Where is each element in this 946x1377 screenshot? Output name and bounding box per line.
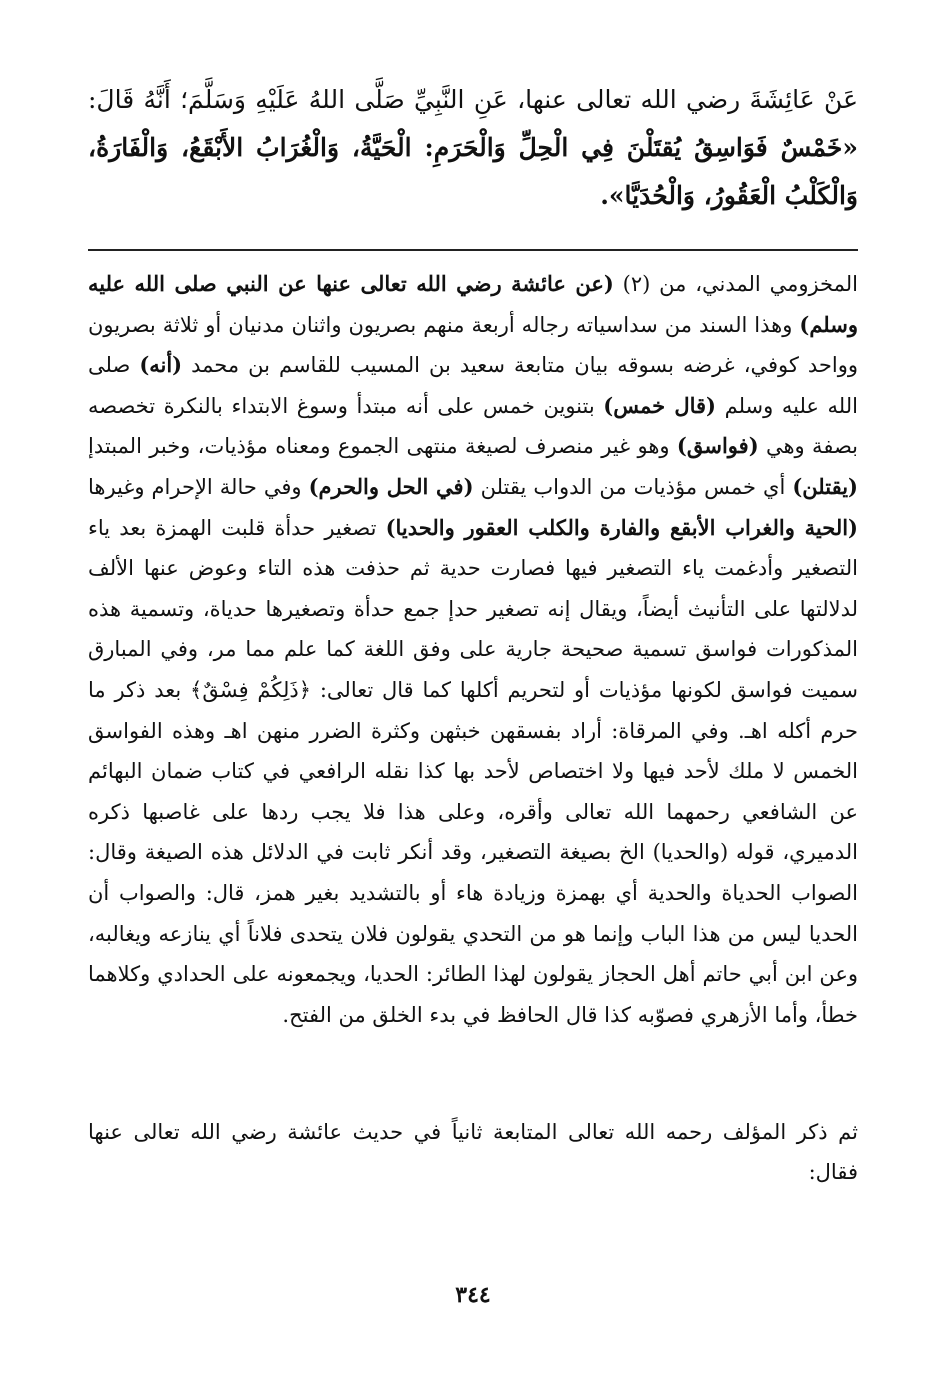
commentary-text: وهذا السند من سداسياته رجاله أربعة منهم بصريون واثنان مدنيان أو ثلاثة بصريون وواحد كوفي، غرضه بسوقه بيان متابعة سعيد بن المسيب للقاسم بن محمد [88, 312, 858, 378]
commentary-bold: (قال خمس) [603, 392, 716, 418]
commentary-text: بعد ذكر ما حرم أكله اهـ. وفي المرقاة: أراد بفسقهن خبثهن وكثرة الضرر منهن اهـ وهذه الفواسق الخمس لا ملك لأحد فيها ولا اختصاص لأحد بها كذا نقله الرافعي في كتاب ضمان البهائم عن الشافعي رحمهما الله تعالى وأقره، وعلى هذا فلا يجب ردها على غاصبها ذكره الدميري، قوله (والحديا) الخ بصيغة التصغير، وقد أنكر ثابت في الدلائل هذه الصيغة وقال: الصواب الحدياة والحدية أي بهمزة وزيادة هاء أو بالتشديد بغير همز، قال: والصواب أن الحديا ليس من هذا الباب وإنما هو من التحدي يقولون فلان يتحدى فلاناً أي ينازعه ويغالبه، وعن ابن أبي حاتم أهل الحجاز يقولون لهذا الطائر: الحديا، ويجمعونه على الحدادي وكلاهما خطأ، وأما الأزهري فصوّبه كذا قال الحافظ في بدء الخلق من الفتح. [88, 677, 858, 1027]
quran-quote: ﴿ذَلِكُمْ فِسْقٌ﴾ [190, 677, 312, 702]
commentary-bold: (عن عائشة رضي الله تعالى عنها عن النبي صلى الله عليه وسلم) [88, 271, 858, 337]
commentary [88, 264, 858, 1035]
commentary-paragraph [88, 264, 858, 1035]
hadith-intro: عَنْ عَائِشَةَ رضي الله تعالى عنها، عَنِ النَّبِيِّ صَلَّى اللهُ عَلَيْهِ وَسَلَّمَ؛ أَنَّهُ قَالَ: [88, 85, 858, 114]
commentary-text: صلى الله عليه وسلم [88, 353, 858, 418]
commentary-bold: (في الحل والحرم) [308, 473, 474, 499]
commentary-bold: (أنه) [139, 352, 183, 378]
commentary-text: تصغير حدأة قلبت الهمزة بعد ياء التصغير وأدغمت ياء التصغير فيها فصارت حدية ثم حذفت هذه التاء وعوض عنها الألف لدلالتها على التأنيث أيضاً، ويقال إنه تصغير حدإ جمع حدأة وتصغيرها حدياة، وتسمية هذه المذكورات فواسق تسمية صحيحة جارية على وفق اللغة كما علم مما مر، وفي المبارق سميت فواسق لكونها مؤذيات أو لتحريم أكلها كما قال تعالى: [88, 515, 858, 702]
footnote-divider [88, 249, 858, 251]
hadith-body: «خَمْسٌ فَوَاسِقُ يُقتَلْنَ فِي الْحِلِّ وَالْحَرَمِ: الْحَيَّةُ، وَالْغُرَابُ الأَبْقَعُ، وَالْفَارَةُ، وَالْكَلْبُ الْعَقُورُ، وَالْحُدَيَّا». [88, 133, 858, 210]
closing-paragraph: ثم ذكر المؤلف رحمه الله تعالى المتابعة ثانياً في حديث عائشة رضي الله تعالى عنها فقال: [88, 1120, 858, 1184]
commentary-bold: (الحية والغراب الأبقع والفارة والكلب العقور والحديا) [385, 514, 858, 540]
commentary-text: المخزومي المدني، من (٢) [613, 272, 858, 296]
commentary-text: وفي حالة الإحرام وغيرها [88, 474, 309, 499]
commentary-text: أي خمس مؤذيات من الدواب يقتلن [473, 474, 793, 499]
commentary-text: بتنوين خمس على أنه مبتدأ وسوغ الابتداء بالنكرة تخصصه بصفة وهي [88, 393, 858, 459]
commentary-bold: (يقتلن) [792, 473, 858, 499]
page-number: ٣٤٤ [455, 1282, 491, 1308]
commentary-bold: (فواسق) [676, 433, 759, 459]
commentary-text: وهو غير منصرف لصيغة منتهى الجموع ومعناه مؤذيات، وخبر المبتدإ [88, 434, 677, 459]
hadith-text [88, 76, 858, 220]
